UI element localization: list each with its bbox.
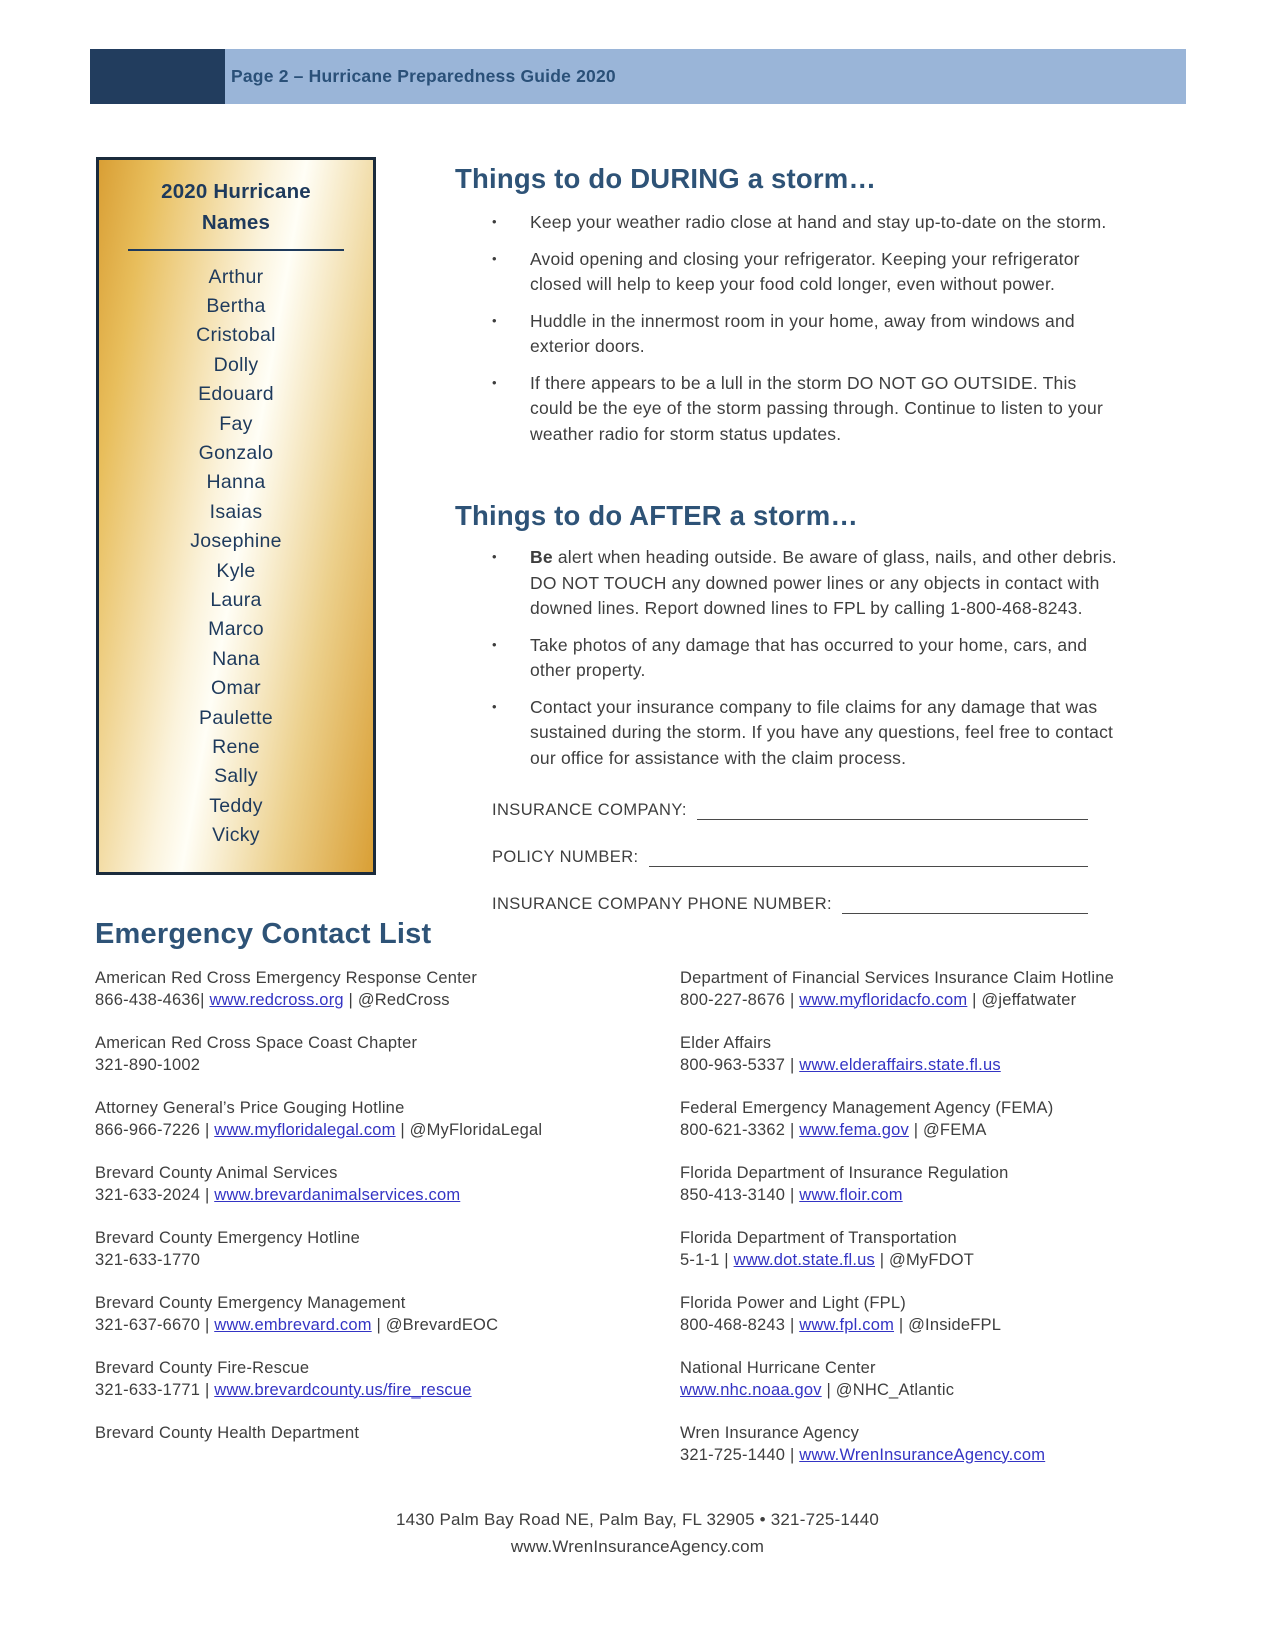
form-label: INSURANCE COMPANY: — [492, 801, 687, 819]
hurricane-name: Hanna — [206, 471, 266, 494]
bullet-marker: • — [492, 374, 497, 390]
bullet-marker: • — [492, 636, 497, 652]
contact-link[interactable]: www.brevardanimalservices.com — [214, 1185, 461, 1204]
form-blank-line — [842, 896, 1088, 914]
contact-entry — [95, 1033, 670, 1076]
contact-name: Elder Affairs — [680, 1034, 772, 1052]
contact-entry — [95, 1358, 670, 1401]
hurricane-name: Paulette — [199, 706, 273, 729]
bullet-text — [530, 545, 1120, 622]
form-row — [492, 800, 1088, 820]
hurricane-name: Teddy — [209, 794, 263, 817]
contact-entry — [680, 968, 1195, 1011]
text-run: 866-966-7226 | — [95, 1120, 215, 1139]
names-divider — [128, 249, 344, 251]
contact-name: Attorney General’s Price Gouging Hotline — [95, 1099, 405, 1117]
page-header — [90, 49, 1186, 104]
hurricane-name: Josephine — [190, 530, 282, 553]
text-run: | @MyFDOT — [874, 1250, 975, 1269]
contact-info — [680, 1380, 1195, 1402]
text-run: 866-438-4636| — [95, 990, 210, 1009]
hurricane-name: Edouard — [198, 383, 274, 406]
contact-link[interactable]: www.nhc.noaa.gov — [680, 1380, 822, 1399]
contact-name: Brevard County Emergency Management — [95, 1294, 406, 1312]
contact-entry — [95, 1423, 670, 1466]
bullet-text — [530, 309, 1120, 360]
contact-entry — [680, 1163, 1195, 1206]
bullet-item — [492, 247, 1120, 298]
during-storm-bullet-list — [492, 210, 1120, 458]
hurricane-name: Bertha — [206, 294, 266, 317]
form-label: POLICY NUMBER: — [492, 848, 639, 866]
text-run: Keep your weather radio close at hand and stay up-to-date on the storm. — [530, 212, 1107, 232]
contact-link[interactable]: www.myfloridacfo.com — [799, 990, 968, 1009]
contact-link[interactable]: www.dot.state.fl.us — [733, 1250, 875, 1269]
text-run: 321-633-1770 — [95, 1250, 201, 1269]
contact-info — [95, 1055, 670, 1077]
contact-info — [680, 1250, 1195, 1272]
emergency-contact-list-heading: Emergency Contact List — [95, 918, 432, 950]
form-blank-line — [697, 802, 1088, 820]
hurricane-name: Vicky — [212, 824, 260, 847]
text-run: 321-633-2024 | — [95, 1185, 215, 1204]
text-run: 800-963-5337 | — [680, 1055, 800, 1074]
bullet-text — [530, 371, 1120, 448]
contact-name: American Red Cross Emergency Response Center — [95, 969, 478, 987]
contact-name: Brevard County Animal Services — [95, 1164, 338, 1182]
contact-entry — [680, 1358, 1195, 1401]
contact-name: American Red Cross Space Coast Chapter — [95, 1034, 418, 1052]
text-run: Huddle in the innermost room in your home, away from windows and exterior doors. — [530, 310, 1075, 356]
page-footer — [0, 1506, 1275, 1560]
hurricane-name: Laura — [210, 588, 262, 611]
contact-info — [680, 990, 1195, 1012]
contact-entry — [680, 1098, 1195, 1141]
bullet-marker: • — [492, 549, 497, 564]
contact-info — [680, 1315, 1195, 1337]
form-row — [492, 847, 1088, 867]
hurricane-name: Fay — [219, 412, 253, 435]
contact-name: Brevard County Fire-Rescue — [95, 1359, 310, 1377]
hurricane-name: Sally — [214, 765, 258, 788]
hurricane-name: Marco — [208, 618, 264, 641]
contact-link[interactable]: www.embrevard.com — [214, 1315, 372, 1334]
contact-info — [95, 1250, 670, 1272]
contact-column-right — [680, 968, 1195, 1488]
contact-info — [95, 990, 670, 1012]
insurance-form — [492, 800, 1088, 941]
text-run: | @FEMA — [908, 1120, 987, 1139]
bullet-item — [492, 309, 1120, 360]
contact-name: Department of Financial Services Insurance Claim Hotline — [680, 969, 1114, 987]
contact-info — [680, 1120, 1195, 1142]
contact-info — [95, 1380, 670, 1402]
text-run: | @jeffatwater — [967, 990, 1077, 1009]
contact-link[interactable]: www.elderaffairs.state.fl.us — [799, 1055, 1001, 1074]
bullet-marker: • — [492, 250, 497, 266]
text-run: 321-725-1440 | — [680, 1445, 800, 1464]
contact-link[interactable]: www.brevardcounty.us/fire_rescue — [214, 1380, 472, 1399]
bullet-text — [530, 695, 1120, 772]
contact-info — [95, 1120, 670, 1142]
bullet-item — [492, 633, 1120, 684]
contact-entry — [95, 1228, 670, 1271]
contact-entry — [680, 1228, 1195, 1271]
bullet-item — [492, 695, 1120, 772]
contact-name: Wren Insurance Agency — [680, 1424, 860, 1442]
contact-entry — [95, 1163, 670, 1206]
contact-column-left — [95, 968, 670, 1488]
form-row — [492, 894, 1088, 914]
contact-name: Florida Department of Transportation — [680, 1229, 957, 1247]
contact-info — [95, 1315, 670, 1337]
text-run: 5-1-1 | — [680, 1250, 734, 1269]
contact-entry — [95, 1293, 670, 1336]
contact-entry — [95, 968, 670, 1011]
contact-name: Florida Power and Light (FPL) — [680, 1294, 906, 1312]
text-run: 850-413-3140 | — [680, 1185, 800, 1204]
footer-website: www.WrenInsuranceAgency.com — [510, 1537, 765, 1556]
hurricane-name: Gonzalo — [198, 441, 274, 464]
bullet-item — [492, 210, 1120, 236]
header-accent-square — [90, 49, 225, 104]
text-run: | @NHC_Atlantic — [821, 1380, 955, 1399]
during-storm-heading: Things to do DURING a storm… — [455, 163, 877, 194]
hurricane-name: Dolly — [213, 353, 259, 376]
names-box-title: 2020 Hurricane Names — [161, 180, 311, 234]
contact-info — [95, 1185, 670, 1207]
contact-link[interactable]: www.redcross.org — [209, 990, 344, 1009]
text-run: 800-227-8676 | — [680, 990, 800, 1009]
text-run: Avoid opening and closing your refrigerator. Keeping your refrigerator closed will help to keep your food cold longer, even without power. — [530, 248, 1080, 294]
hurricane-name: Cristobal — [196, 324, 276, 347]
hurricane-name: Arthur — [208, 265, 264, 288]
hurricane-names-list — [99, 263, 373, 851]
contact-name: Brevard County Emergency Hotline — [95, 1229, 361, 1247]
form-label: INSURANCE COMPANY PHONE NUMBER: — [492, 895, 832, 913]
contact-info — [680, 1185, 1195, 1207]
hurricane-name: Omar — [211, 677, 261, 700]
page-header-title: Page 2 – Hurricane Preparedness Guide 2020 — [231, 66, 616, 86]
after-storm-heading: Things to do AFTER a storm… — [455, 500, 859, 531]
text-run: Take photos of any damage that has occurred to your home, cars, and other property. — [530, 634, 1088, 680]
contact-name: Florida Department of Insurance Regulation — [680, 1164, 1009, 1182]
contact-link[interactable]: www.myfloridalegal.com — [214, 1120, 396, 1139]
contact-info — [680, 1055, 1195, 1077]
text-run: | @MyFloridaLegal — [395, 1120, 543, 1139]
contact-link[interactable]: www.WrenInsuranceAgency.com — [799, 1445, 1046, 1464]
hurricane-name: Nana — [212, 647, 260, 670]
hurricane-name: Isaias — [209, 500, 263, 523]
bullet-marker: • — [492, 214, 497, 229]
after-storm-bullet-list — [492, 545, 1120, 782]
bullet-marker: • — [492, 698, 497, 714]
bullet-text — [530, 247, 1120, 298]
contact-entry — [680, 1033, 1195, 1076]
contact-link[interactable]: www.fpl.com — [799, 1315, 895, 1334]
contact-name: Brevard County Health Department — [95, 1424, 360, 1442]
contact-entry — [680, 1423, 1195, 1466]
text-run: If there appears to be a lull in the storm DO NOT GO OUTSIDE. This could be the eye of the storm passing through. Continue to listen to your weather radio for storm status updates. — [530, 372, 1103, 444]
text-run: 321-637-6670 | — [95, 1315, 215, 1334]
text-run: | @InsideFPL — [894, 1315, 1002, 1334]
hurricane-name: Kyle — [216, 559, 256, 582]
bullet-item — [492, 545, 1120, 622]
text-run: 321-890-1002 — [95, 1055, 201, 1074]
contact-link[interactable]: www.fema.gov — [799, 1120, 909, 1139]
contact-link[interactable]: www.floir.com — [799, 1185, 903, 1204]
form-blank-line — [649, 849, 1089, 867]
text-run: Contact your insurance company to file claims for any damage that was sustained during the storm. If you have any questions, feel free to contact our office for assistance with the claim process. — [530, 696, 1114, 768]
footer-address: 1430 Palm Bay Road NE, Palm Bay, FL 32905 • 321-725-1440 — [395, 1510, 880, 1529]
contact-name: Federal Emergency Management Agency (FEMA) — [680, 1099, 1054, 1117]
bullet-marker: • — [492, 312, 497, 328]
bullet-text — [530, 633, 1120, 684]
contact-entry — [680, 1293, 1195, 1336]
bullet-item — [492, 371, 1120, 448]
contact-info — [680, 1445, 1195, 1467]
text-run: 800-621-3362 | — [680, 1120, 800, 1139]
text-run: 800-468-8243 | — [680, 1315, 800, 1334]
text-run: 321-633-1771 | — [95, 1380, 215, 1399]
contact-name: National Hurricane Center — [680, 1359, 876, 1377]
bold-text-run: Be — [530, 547, 553, 567]
text-run: | @RedCross — [343, 990, 450, 1009]
text-run: | @BrevardEOC — [371, 1315, 499, 1334]
text-run: alert when heading outside. Be aware of glass, nails, and other debris. DO NOT TOUCH any downed power lines or any objects in contact with downed lines. Report downed lines to FPL by calling 1-800-468-8243. — [530, 547, 1117, 618]
contact-entry — [95, 1098, 670, 1141]
hurricane-name: Rene — [212, 736, 260, 758]
hurricane-names-box — [96, 157, 376, 875]
bullet-text — [530, 210, 1120, 236]
